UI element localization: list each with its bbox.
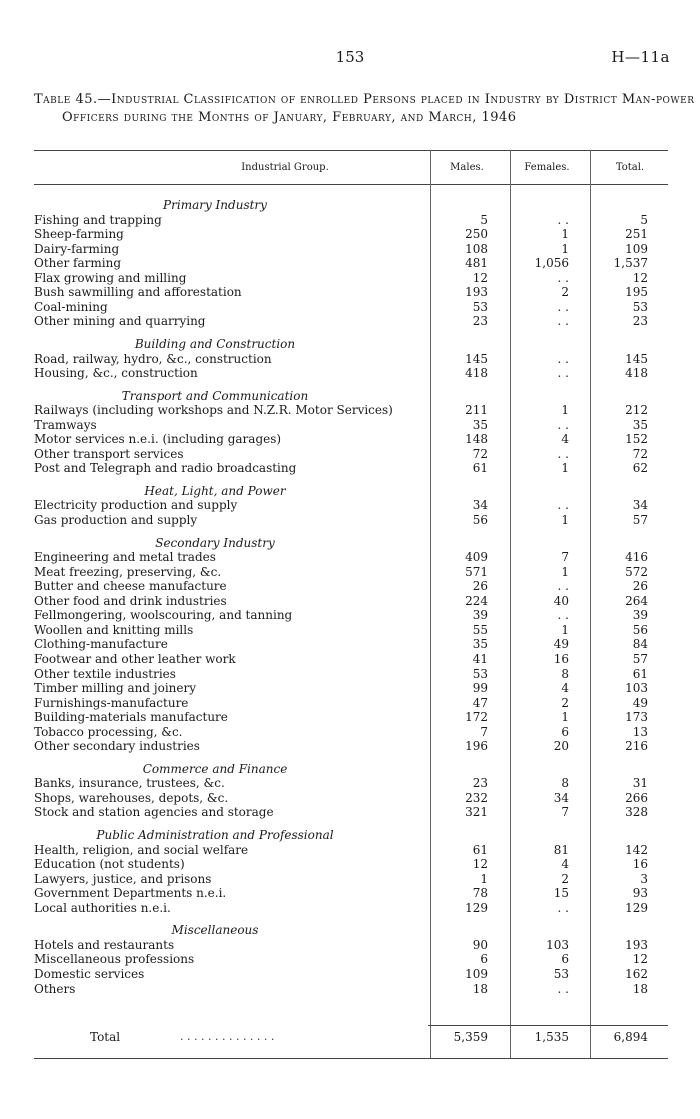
males-value: 481 (465, 256, 488, 271)
section-heading: Public Administration and Professional (96, 828, 334, 842)
industry-label: Electricity production and supply (34, 498, 238, 513)
table-row (0, 352, 700, 366)
males-value: 418 (465, 366, 488, 381)
total-value: 328 (625, 805, 648, 820)
males-value: 12 (472, 857, 488, 872)
total-value: 62 (632, 461, 648, 476)
industry-label: Lawyers, justice, and prisons (34, 871, 212, 886)
industry-label: Hotels and restaurants (34, 937, 175, 952)
total-value: 26 (632, 579, 648, 594)
industry-label: Building-materials manufacture (34, 710, 228, 725)
table-row (0, 967, 700, 981)
males-value: 39 (472, 608, 488, 623)
industry-label: Government Departments n.e.i. (34, 886, 227, 901)
total-value: 193 (625, 937, 648, 952)
industry-label: Fellmongering, woolscouring, and tanning (34, 608, 293, 623)
total-label: Total (90, 1030, 121, 1044)
females-value: 8 (561, 666, 569, 681)
females-value: . . (557, 417, 569, 432)
industry-label: Domestic services (34, 966, 145, 981)
section-heading: Transport and Communication (121, 388, 309, 403)
males-value: 321 (465, 805, 488, 820)
males-value: 35 (472, 637, 488, 652)
males-value: 53 (472, 299, 488, 314)
industry-label: Other mining and quarrying (34, 314, 206, 329)
females-value: 103 (546, 937, 569, 952)
total-value: 251 (625, 227, 648, 242)
females-value: . . (557, 446, 569, 461)
total-value: 57 (632, 651, 648, 666)
industry-label: Tobacco processing, &c. (34, 724, 183, 739)
males-value: 172 (465, 710, 488, 725)
total-value: 39 (632, 608, 648, 623)
males-value: 148 (465, 432, 488, 447)
total-males: 5,359 (453, 1030, 488, 1044)
females-value: 2 (561, 695, 569, 710)
table-row (0, 696, 700, 710)
males-value: 12 (472, 270, 488, 285)
total-value: 72 (632, 446, 648, 461)
table-title: Table 45.—Industrial Classification of enrolled Persons placed in Industry by District Man-power Officers during the Months of January, February, and March, 1946 (34, 92, 695, 125)
total-value: 418 (625, 366, 648, 381)
table-row (0, 256, 700, 270)
males-value: 129 (465, 900, 488, 915)
table-row (0, 791, 700, 805)
table-row (0, 857, 700, 871)
total-value: 23 (632, 314, 648, 329)
total-value: 129 (625, 900, 648, 915)
females-value: 34 (553, 790, 569, 805)
females-value: 15 (553, 886, 569, 901)
males-value: 90 (472, 937, 488, 952)
table-row (0, 498, 700, 512)
females-value: 16 (553, 651, 569, 666)
females-value: 1 (561, 227, 569, 242)
total-value: 84 (632, 637, 648, 652)
table-row (0, 227, 700, 241)
males-value: 47 (472, 695, 488, 710)
males-value: 99 (472, 681, 488, 696)
total-value: 162 (625, 966, 648, 981)
table-row (0, 637, 700, 651)
table-row (0, 872, 700, 886)
total-value: 61 (632, 666, 648, 681)
females-value: 2 (561, 871, 569, 886)
males-value: 23 (472, 776, 488, 791)
industry-label: Local authorities n.e.i. (34, 900, 171, 915)
industry-label: Housing, &c., construction (34, 366, 198, 381)
females-value: 6 (561, 724, 569, 739)
table-row (0, 776, 700, 790)
industry-label: Woollen and knitting mills (34, 622, 194, 637)
section-heading: Heat, Light, and Power (144, 483, 286, 498)
females-value: 20 (553, 739, 569, 754)
industry-label: Gas production and supply (34, 513, 198, 527)
industry-label: Others (34, 981, 76, 996)
table-row (0, 938, 700, 952)
females-value: 40 (553, 593, 569, 608)
total-value: 49 (632, 695, 648, 710)
females-value: . . (557, 579, 569, 594)
table-row (0, 982, 700, 996)
total-value: 572 (625, 564, 648, 579)
industry-label: Railways (including workshops and N.Z.R. Motor Services) (34, 403, 393, 418)
females-value: . . (557, 981, 569, 996)
industry-label: Timber milling and joinery (34, 681, 197, 696)
table-row (0, 300, 700, 314)
table-row (0, 594, 700, 608)
total-value: 1,537 (613, 256, 648, 271)
females-value: . . (557, 351, 569, 366)
industry-label: Other textile industries (34, 666, 176, 681)
table-row (0, 886, 700, 900)
industry-label: Shops, warehouses, depots, &c. (34, 790, 229, 805)
males-value: 61 (472, 461, 488, 476)
page-number: 153 (335, 48, 365, 66)
table-row (0, 242, 700, 256)
males-value: 250 (465, 227, 488, 242)
industry-label: Butter and cheese manufacture (34, 579, 227, 594)
females-value: 1 (561, 403, 569, 418)
document-code: H—11a (611, 48, 670, 66)
total-value: 266 (625, 790, 648, 805)
industry-label: Other secondary industries (34, 739, 200, 754)
total-value: 195 (625, 285, 648, 300)
bottom-rule (34, 1058, 668, 1059)
table-row (0, 285, 700, 299)
total-total: 6,894 (613, 1030, 648, 1044)
females-value: . . (557, 314, 569, 329)
females-value: 8 (561, 776, 569, 791)
females-value: . . (557, 498, 569, 513)
females-value: 1 (561, 513, 569, 527)
males-value: 145 (465, 351, 488, 366)
males-value: 18 (472, 981, 488, 996)
industry-label: Miscellaneous professions (34, 952, 195, 967)
males-value: 5 (480, 212, 488, 227)
males-value: 56 (472, 513, 488, 527)
males-value: 26 (472, 579, 488, 594)
total-value: 212 (625, 403, 648, 418)
total-value: 142 (625, 842, 648, 857)
females-value: 1 (561, 241, 569, 256)
total-value: 16 (632, 857, 648, 872)
total-value: 152 (625, 432, 648, 447)
total-value: 12 (632, 952, 648, 967)
females-value: . . (557, 900, 569, 915)
total-value: 57 (632, 513, 648, 527)
total-value: 145 (625, 351, 648, 366)
industry-label: Engineering and metal trades (34, 550, 216, 565)
table-row (0, 366, 700, 380)
column-header-males: Males. (450, 162, 484, 173)
total-value: 5 (640, 212, 648, 227)
industry-label: Stock and station agencies and storage (34, 805, 274, 820)
industry-label: Meat freezing, preserving, &c. (34, 564, 222, 579)
females-value: . . (557, 270, 569, 285)
table-row (0, 652, 700, 666)
table-row (0, 213, 700, 227)
total-value: 56 (632, 622, 648, 637)
females-value: 1 (561, 564, 569, 579)
section-heading: Commerce and Finance (142, 761, 288, 776)
table-row (0, 314, 700, 328)
females-value: 81 (553, 842, 569, 857)
total-value: 18 (632, 981, 648, 996)
total-value: 416 (625, 550, 648, 565)
females-value: . . (557, 212, 569, 227)
males-value: 35 (472, 417, 488, 432)
table-row (0, 710, 700, 724)
total-value: 103 (625, 681, 648, 696)
total-females: 1,535 (534, 1030, 569, 1044)
females-value: 49 (553, 637, 569, 652)
leader-dots: . . . . . . . . . . . . . . (180, 1030, 275, 1043)
industry-label: Furnishings-manufacture (34, 695, 189, 710)
females-value: 4 (561, 432, 569, 447)
industry-label: Health, religion, and social welfare (34, 842, 249, 857)
table-row (0, 725, 700, 739)
total-value: 216 (625, 739, 648, 754)
females-value: 53 (553, 966, 569, 981)
industry-label: Clothing-manufacture (34, 637, 168, 652)
industry-label: Education (not students) (34, 857, 185, 872)
males-value: 55 (472, 622, 488, 637)
table-row (0, 418, 700, 432)
industry-label: Other farming (34, 256, 121, 271)
females-value: 7 (561, 550, 569, 565)
males-value: 224 (465, 593, 488, 608)
total-value: 264 (625, 593, 648, 608)
males-value: 232 (465, 790, 488, 805)
females-value: 2 (561, 285, 569, 300)
table-row (0, 608, 700, 622)
males-value: 109 (465, 966, 488, 981)
females-value: . . (557, 299, 569, 314)
females-value: 1 (561, 622, 569, 637)
females-value: 6 (561, 952, 569, 967)
total-value: 34 (632, 498, 648, 513)
column-header-females: Females. (524, 162, 570, 173)
industry-label: Post and Telegraph and radio broadcasting (34, 461, 297, 476)
table-row (0, 271, 700, 285)
industry-label: Banks, insurance, trustees, &c. (34, 776, 225, 791)
section-heading: Secondary Industry (155, 535, 275, 550)
table-row (0, 513, 700, 527)
table-row (0, 952, 700, 966)
table-row (0, 901, 700, 915)
total-rule (428, 1025, 668, 1026)
section-heading: Miscellaneous (171, 923, 259, 938)
industry-label: Coal-mining (34, 299, 108, 314)
table-row (0, 550, 700, 564)
industry-label: Flax growing and milling (34, 270, 187, 285)
industry-label: Motor services n.e.i. (including garages) (34, 432, 282, 447)
males-value: 571 (465, 564, 488, 579)
header-rule (34, 184, 668, 185)
males-value: 34 (472, 498, 488, 513)
total-value: 31 (632, 776, 648, 791)
males-value: 193 (465, 285, 488, 300)
total-value: 13 (632, 724, 648, 739)
industry-label: Sheep-farming (34, 227, 124, 242)
males-value: 6 (480, 952, 488, 967)
table-row (0, 843, 700, 857)
total-value: 93 (632, 886, 648, 901)
total-value: 173 (625, 710, 648, 725)
industry-label: Bush sawmilling and afforestation (34, 285, 242, 300)
column-header-group: Industrial Group. (241, 162, 329, 173)
industry-label: Road, railway, hydro, &c., construction (34, 351, 272, 366)
table-row (0, 667, 700, 681)
males-value: 72 (472, 446, 488, 461)
females-value: 1 (561, 461, 569, 476)
industry-label: Footwear and other leather work (34, 651, 236, 666)
males-value: 78 (472, 886, 488, 901)
table-row (0, 461, 700, 475)
table-row (0, 805, 700, 819)
males-value: 41 (472, 651, 488, 666)
total-value: 3 (640, 871, 648, 886)
total-value: 35 (632, 417, 648, 432)
males-value: 409 (465, 550, 488, 565)
table-row (0, 432, 700, 446)
females-value: 7 (561, 805, 569, 820)
females-value: . . (557, 366, 569, 381)
industry-label: Fishing and trapping (34, 212, 162, 227)
males-value: 211 (465, 403, 488, 418)
total-value: 109 (625, 241, 648, 256)
males-value: 61 (472, 842, 488, 857)
males-value: 23 (472, 314, 488, 329)
section-heading: Building and Construction (134, 336, 296, 351)
industry-label: Dairy-farming (34, 241, 120, 256)
table-row (0, 565, 700, 579)
females-value: 4 (561, 857, 569, 872)
males-value: 108 (465, 241, 488, 256)
females-value: . . (557, 608, 569, 623)
table-row (0, 623, 700, 637)
males-value: 7 (480, 724, 488, 739)
table-row (0, 739, 700, 753)
females-value: 4 (561, 681, 569, 696)
males-value: 53 (472, 666, 488, 681)
total-value: 12 (632, 270, 648, 285)
table-row (0, 579, 700, 593)
males-value: 196 (465, 739, 488, 754)
females-value: 1 (561, 710, 569, 725)
females-value: 1,056 (534, 256, 569, 271)
top-rule (34, 150, 668, 151)
total-value: 53 (632, 299, 648, 314)
industry-label: Other transport services (34, 446, 184, 461)
table-row (0, 681, 700, 695)
table-row (0, 447, 700, 461)
column-header-total: Total. (615, 162, 645, 173)
industry-label: Tramways (34, 417, 97, 432)
males-value: 1 (480, 871, 488, 886)
section-heading: Primary Industry (163, 198, 267, 212)
industry-label: Other food and drink industries (34, 593, 227, 608)
table-row (0, 403, 700, 417)
total-row (0, 1030, 700, 1044)
